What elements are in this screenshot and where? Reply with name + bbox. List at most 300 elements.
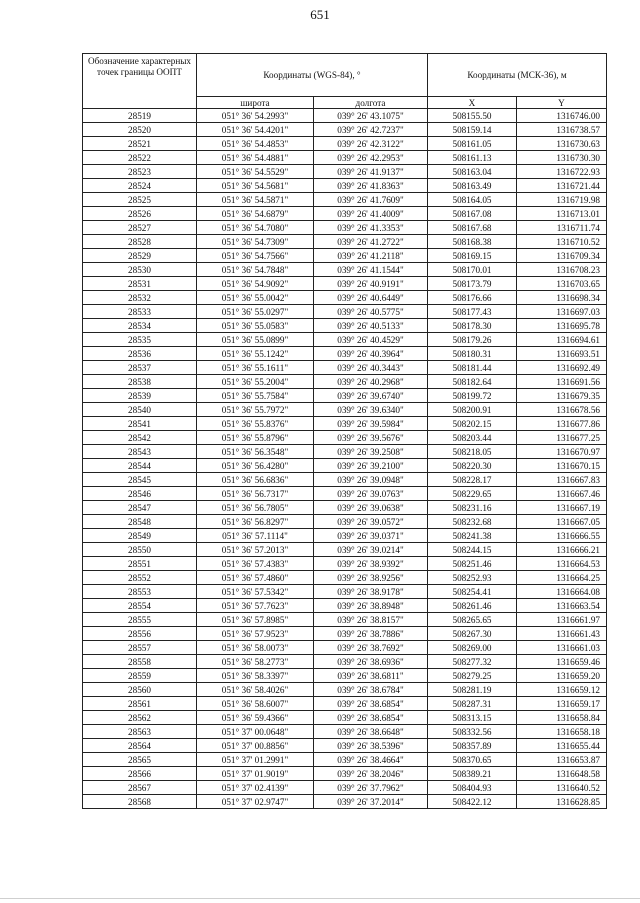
y-cell: 1316659.12 (517, 683, 607, 697)
table-row (83, 739, 607, 753)
point-id-cell: 28523 (83, 165, 197, 179)
y-cell: 1316691.56 (517, 375, 607, 389)
y-cell: 1316664.53 (517, 557, 607, 571)
longitude-cell: 039° 26' 38.6854" (314, 711, 428, 725)
point-id-cell: 28552 (83, 571, 197, 585)
longitude-cell: 039° 26' 43.1075" (314, 109, 428, 123)
y-cell: 1316667.19 (517, 501, 607, 515)
latitude-cell: 051° 37' 02.4139" (197, 781, 314, 795)
longitude-cell: 039° 26' 41.2118" (314, 249, 428, 263)
y-cell: 1316670.15 (517, 459, 607, 473)
table-row (83, 781, 607, 795)
table-row (83, 585, 607, 599)
latitude-cell: 051° 36' 57.9523" (197, 627, 314, 641)
latitude-cell: 051° 36' 56.4280" (197, 459, 314, 473)
table-row (83, 291, 607, 305)
table-row (83, 473, 607, 487)
point-id-cell: 28560 (83, 683, 197, 697)
point-id-cell: 28568 (83, 795, 197, 809)
point-id-cell: 28519 (83, 109, 197, 123)
y-cell: 1316653.87 (517, 753, 607, 767)
latitude-cell: 051° 36' 57.2013" (197, 543, 314, 557)
x-cell: 508164.05 (428, 193, 517, 207)
x-cell: 508389.21 (428, 767, 517, 781)
longitude-cell: 039° 26' 38.9256" (314, 571, 428, 585)
table-row (83, 333, 607, 347)
longitude-cell: 039° 26' 41.8363" (314, 179, 428, 193)
y-cell: 1316738.57 (517, 123, 607, 137)
x-cell: 508244.15 (428, 543, 517, 557)
table-row (83, 641, 607, 655)
y-cell: 1316722.93 (517, 165, 607, 179)
point-id-cell: 28537 (83, 361, 197, 375)
point-id-cell: 28521 (83, 137, 197, 151)
table-row (83, 193, 607, 207)
x-cell: 508232.68 (428, 515, 517, 529)
longitude-cell: 039° 26' 40.4529" (314, 333, 428, 347)
x-cell: 508170.01 (428, 263, 517, 277)
longitude-cell: 039° 26' 38.6936" (314, 655, 428, 669)
table-row (83, 305, 607, 319)
y-cell: 1316667.83 (517, 473, 607, 487)
point-id-cell: 28532 (83, 291, 197, 305)
longitude-cell: 039° 26' 38.8948" (314, 599, 428, 613)
y-cell: 1316703.65 (517, 277, 607, 291)
x-cell: 508218.05 (428, 445, 517, 459)
table-row (83, 571, 607, 585)
table-row (83, 599, 607, 613)
x-cell: 508251.46 (428, 557, 517, 571)
y-cell: 1316711.74 (517, 221, 607, 235)
latitude-cell: 051° 36' 54.5529" (197, 165, 314, 179)
latitude-cell: 051° 36' 55.7972" (197, 403, 314, 417)
x-cell: 508229.65 (428, 487, 517, 501)
table-row (83, 487, 607, 501)
x-cell: 508228.17 (428, 473, 517, 487)
longitude-cell: 039° 26' 40.9191" (314, 277, 428, 291)
y-cell: 1316694.61 (517, 333, 607, 347)
table-row (83, 263, 607, 277)
latitude-cell: 051° 36' 57.7623" (197, 599, 314, 613)
y-cell: 1316640.52 (517, 781, 607, 795)
longitude-cell: 039° 26' 38.7886" (314, 627, 428, 641)
latitude-cell: 051° 36' 57.4860" (197, 571, 314, 585)
longitude-cell: 039° 26' 40.6449" (314, 291, 428, 305)
latitude-cell: 051° 36' 54.7309" (197, 235, 314, 249)
table-row (83, 697, 607, 711)
point-id-cell: 28561 (83, 697, 197, 711)
table-row (83, 613, 607, 627)
point-id-cell: 28522 (83, 151, 197, 165)
y-cell: 1316670.97 (517, 445, 607, 459)
latitude-cell: 051° 36' 58.4026" (197, 683, 314, 697)
table-row (83, 501, 607, 515)
x-cell: 508178.30 (428, 319, 517, 333)
longitude-cell: 039° 26' 39.5984" (314, 417, 428, 431)
table-row (83, 417, 607, 431)
x-cell: 508159.14 (428, 123, 517, 137)
header-points: Обозначение характерных точек границы ООПТ (83, 54, 197, 109)
y-cell: 1316695.78 (517, 319, 607, 333)
point-id-cell: 28543 (83, 445, 197, 459)
point-id-cell: 28539 (83, 389, 197, 403)
latitude-cell: 051° 36' 54.9092" (197, 277, 314, 291)
point-id-cell: 28567 (83, 781, 197, 795)
longitude-cell: 039° 26' 38.6648" (314, 725, 428, 739)
point-id-cell: 28554 (83, 599, 197, 613)
point-id-cell: 28527 (83, 221, 197, 235)
latitude-cell: 051° 36' 55.7584" (197, 389, 314, 403)
x-cell: 508254.41 (428, 585, 517, 599)
y-cell: 1316659.17 (517, 697, 607, 711)
point-id-cell: 28533 (83, 305, 197, 319)
table-body (83, 109, 607, 809)
point-id-cell: 28541 (83, 417, 197, 431)
x-cell: 508163.04 (428, 165, 517, 179)
longitude-cell: 039° 26' 37.2014" (314, 795, 428, 809)
x-cell: 508231.16 (428, 501, 517, 515)
latitude-cell: 051° 36' 56.6836" (197, 473, 314, 487)
x-cell: 508370.65 (428, 753, 517, 767)
y-cell: 1316677.25 (517, 431, 607, 445)
x-cell: 508404.93 (428, 781, 517, 795)
longitude-cell: 039° 26' 38.9392" (314, 557, 428, 571)
y-cell: 1316648.58 (517, 767, 607, 781)
latitude-cell: 051° 36' 58.6007" (197, 697, 314, 711)
point-id-cell: 28563 (83, 725, 197, 739)
x-cell: 508422.12 (428, 795, 517, 809)
point-id-cell: 28550 (83, 543, 197, 557)
longitude-cell: 039° 26' 40.5775" (314, 305, 428, 319)
y-cell: 1316664.25 (517, 571, 607, 585)
point-id-cell: 28545 (83, 473, 197, 487)
y-cell: 1316661.03 (517, 641, 607, 655)
table-row (83, 683, 607, 697)
table-row (83, 445, 607, 459)
point-id-cell: 28556 (83, 627, 197, 641)
latitude-cell: 051° 36' 55.1242" (197, 347, 314, 361)
longitude-cell: 039° 26' 40.5133" (314, 319, 428, 333)
point-id-cell: 28559 (83, 669, 197, 683)
y-cell: 1316709.34 (517, 249, 607, 263)
longitude-cell: 039° 26' 41.4009" (314, 207, 428, 221)
table-row (83, 431, 607, 445)
longitude-cell: 039° 26' 39.5676" (314, 431, 428, 445)
y-cell: 1316713.01 (517, 207, 607, 221)
x-cell: 508163.49 (428, 179, 517, 193)
longitude-cell: 039° 26' 42.2953" (314, 151, 428, 165)
table-row (83, 543, 607, 557)
longitude-cell: 039° 26' 38.9178" (314, 585, 428, 599)
y-cell: 1316664.08 (517, 585, 607, 599)
y-cell: 1316666.21 (517, 543, 607, 557)
table-row (83, 179, 607, 193)
longitude-cell: 039° 26' 42.7237" (314, 123, 428, 137)
x-cell: 508281.19 (428, 683, 517, 697)
latitude-cell: 051° 36' 55.1611" (197, 361, 314, 375)
latitude-cell: 051° 36' 54.4853" (197, 137, 314, 151)
table-row (83, 207, 607, 221)
y-cell: 1316661.43 (517, 627, 607, 641)
table-row (83, 515, 607, 529)
x-cell: 508277.32 (428, 655, 517, 669)
point-id-cell: 28542 (83, 431, 197, 445)
table-row (83, 529, 607, 543)
header-msk36: Координаты (МСК-36), м (428, 54, 607, 97)
page-number: 651 (310, 7, 330, 22)
x-cell: 508220.30 (428, 459, 517, 473)
latitude-cell: 051° 36' 54.5871" (197, 193, 314, 207)
y-cell: 1316666.55 (517, 529, 607, 543)
longitude-cell: 039° 26' 41.1544" (314, 263, 428, 277)
latitude-cell: 051° 36' 55.2004" (197, 375, 314, 389)
x-cell: 508199.72 (428, 389, 517, 403)
y-cell: 1316658.18 (517, 725, 607, 739)
latitude-cell: 051° 36' 54.2993" (197, 109, 314, 123)
x-cell: 508176.66 (428, 291, 517, 305)
table-row (83, 361, 607, 375)
table-row (83, 557, 607, 571)
x-cell: 508161.05 (428, 137, 517, 151)
table-row (83, 725, 607, 739)
x-cell: 508241.38 (428, 529, 517, 543)
longitude-cell: 039° 26' 39.6340" (314, 403, 428, 417)
latitude-cell: 051° 36' 57.1114" (197, 529, 314, 543)
point-id-cell: 28534 (83, 319, 197, 333)
header-longitude: долгота (314, 97, 428, 109)
longitude-cell: 039° 26' 42.3122" (314, 137, 428, 151)
point-id-cell: 28558 (83, 655, 197, 669)
point-id-cell: 28564 (83, 739, 197, 753)
table-row (83, 137, 607, 151)
point-id-cell: 28538 (83, 375, 197, 389)
x-cell: 508202.15 (428, 417, 517, 431)
longitude-cell: 039° 26' 39.0763" (314, 487, 428, 501)
latitude-cell: 051° 36' 55.0899" (197, 333, 314, 347)
table-row (83, 753, 607, 767)
y-cell: 1316730.63 (517, 137, 607, 151)
table-row (83, 235, 607, 249)
x-cell: 508168.38 (428, 235, 517, 249)
x-cell: 508177.43 (428, 305, 517, 319)
x-cell: 508169.15 (428, 249, 517, 263)
table-row (83, 277, 607, 291)
latitude-cell: 051° 37' 01.2991" (197, 753, 314, 767)
longitude-cell: 039° 26' 39.2508" (314, 445, 428, 459)
longitude-cell: 039° 26' 37.7962" (314, 781, 428, 795)
latitude-cell: 051° 36' 56.3548" (197, 445, 314, 459)
longitude-cell: 039° 26' 38.6784" (314, 683, 428, 697)
longitude-cell: 039° 26' 38.7692" (314, 641, 428, 655)
point-id-cell: 28546 (83, 487, 197, 501)
x-cell: 508279.25 (428, 669, 517, 683)
y-cell: 1316710.52 (517, 235, 607, 249)
latitude-cell: 051° 36' 55.0042" (197, 291, 314, 305)
y-cell: 1316698.34 (517, 291, 607, 305)
y-cell: 1316692.49 (517, 361, 607, 375)
latitude-cell: 051° 37' 01.9019" (197, 767, 314, 781)
latitude-cell: 051° 36' 54.7566" (197, 249, 314, 263)
table-row (83, 389, 607, 403)
point-id-cell: 28565 (83, 753, 197, 767)
point-id-cell: 28526 (83, 207, 197, 221)
longitude-cell: 039° 26' 41.3353" (314, 221, 428, 235)
latitude-cell: 051° 37' 00.0648" (197, 725, 314, 739)
latitude-cell: 051° 37' 02.9747" (197, 795, 314, 809)
latitude-cell: 051° 36' 56.7317" (197, 487, 314, 501)
longitude-cell: 039° 26' 38.4664" (314, 753, 428, 767)
longitude-cell: 039° 26' 39.0948" (314, 473, 428, 487)
table-row (83, 795, 607, 809)
latitude-cell: 051° 36' 57.5342" (197, 585, 314, 599)
header-wgs84: Координаты (WGS-84), ° (197, 54, 428, 97)
latitude-cell: 051° 36' 58.2773" (197, 655, 314, 669)
latitude-cell: 051° 36' 58.0073" (197, 641, 314, 655)
longitude-cell: 039° 26' 39.0572" (314, 515, 428, 529)
page-bottom-edge (0, 898, 640, 899)
table-row (83, 655, 607, 669)
y-cell: 1316746.00 (517, 109, 607, 123)
latitude-cell: 051° 36' 54.5681" (197, 179, 314, 193)
point-id-cell: 28551 (83, 557, 197, 571)
longitude-cell: 039° 26' 38.2046" (314, 767, 428, 781)
table-row (83, 151, 607, 165)
point-id-cell: 28562 (83, 711, 197, 725)
x-cell: 508173.79 (428, 277, 517, 291)
point-id-cell: 28531 (83, 277, 197, 291)
header-latitude: широта (197, 97, 314, 109)
longitude-cell: 039° 26' 41.2722" (314, 235, 428, 249)
table-row (83, 249, 607, 263)
y-cell: 1316708.23 (517, 263, 607, 277)
point-id-cell: 28555 (83, 613, 197, 627)
longitude-cell: 039° 26' 39.0371" (314, 529, 428, 543)
latitude-cell: 051° 36' 58.3397" (197, 669, 314, 683)
table-row (83, 221, 607, 235)
x-cell: 508287.31 (428, 697, 517, 711)
longitude-cell: 039° 26' 41.9137" (314, 165, 428, 179)
table-row (83, 627, 607, 641)
y-cell: 1316667.05 (517, 515, 607, 529)
longitude-cell: 039° 26' 38.6854" (314, 697, 428, 711)
y-cell: 1316661.97 (517, 613, 607, 627)
latitude-cell: 051° 36' 55.8376" (197, 417, 314, 431)
x-cell: 508182.64 (428, 375, 517, 389)
coordinates-table (82, 53, 607, 809)
latitude-cell: 051° 36' 56.7805" (197, 501, 314, 515)
latitude-cell: 051° 36' 54.7080" (197, 221, 314, 235)
x-cell: 508203.44 (428, 431, 517, 445)
y-cell: 1316655.44 (517, 739, 607, 753)
y-cell: 1316663.54 (517, 599, 607, 613)
longitude-cell: 039° 26' 39.0638" (314, 501, 428, 515)
point-id-cell: 28547 (83, 501, 197, 515)
point-id-cell: 28540 (83, 403, 197, 417)
latitude-cell: 051° 36' 54.4201" (197, 123, 314, 137)
x-cell: 508252.93 (428, 571, 517, 585)
latitude-cell: 051° 36' 56.8297" (197, 515, 314, 529)
x-cell: 508200.91 (428, 403, 517, 417)
longitude-cell: 039° 26' 40.2968" (314, 375, 428, 389)
latitude-cell: 051° 36' 55.8796" (197, 431, 314, 445)
y-cell: 1316659.20 (517, 669, 607, 683)
x-cell: 508332.56 (428, 725, 517, 739)
y-cell: 1316693.51 (517, 347, 607, 361)
point-id-cell: 28548 (83, 515, 197, 529)
point-id-cell: 28525 (83, 193, 197, 207)
point-id-cell: 28549 (83, 529, 197, 543)
table-row (83, 165, 607, 179)
y-cell: 1316667.46 (517, 487, 607, 501)
table-row (83, 459, 607, 473)
y-cell: 1316719.98 (517, 193, 607, 207)
table-row (83, 711, 607, 725)
y-cell: 1316678.56 (517, 403, 607, 417)
longitude-cell: 039° 26' 38.6811" (314, 669, 428, 683)
x-cell: 508167.08 (428, 207, 517, 221)
point-id-cell: 28530 (83, 263, 197, 277)
longitude-cell: 039° 26' 38.8157" (314, 613, 428, 627)
point-id-cell: 28524 (83, 179, 197, 193)
y-cell: 1316628.85 (517, 795, 607, 809)
latitude-cell: 051° 37' 00.8856" (197, 739, 314, 753)
x-cell: 508179.26 (428, 333, 517, 347)
x-cell: 508265.65 (428, 613, 517, 627)
point-id-cell: 28566 (83, 767, 197, 781)
longitude-cell: 039° 26' 40.3443" (314, 361, 428, 375)
latitude-cell: 051° 36' 57.8985" (197, 613, 314, 627)
point-id-cell: 28544 (83, 459, 197, 473)
point-id-cell: 28529 (83, 249, 197, 263)
x-cell: 508155.50 (428, 109, 517, 123)
latitude-cell: 051° 36' 55.0583" (197, 319, 314, 333)
longitude-cell: 039° 26' 41.7609" (314, 193, 428, 207)
latitude-cell: 051° 36' 55.0297" (197, 305, 314, 319)
x-cell: 508313.15 (428, 711, 517, 725)
longitude-cell: 039° 26' 39.2100" (314, 459, 428, 473)
y-cell: 1316730.30 (517, 151, 607, 165)
point-id-cell: 28536 (83, 347, 197, 361)
point-id-cell: 28535 (83, 333, 197, 347)
x-cell: 508161.13 (428, 151, 517, 165)
point-id-cell: 28520 (83, 123, 197, 137)
longitude-cell: 039° 26' 38.5396" (314, 739, 428, 753)
y-cell: 1316677.86 (517, 417, 607, 431)
x-cell: 508261.46 (428, 599, 517, 613)
point-id-cell: 28557 (83, 641, 197, 655)
y-cell: 1316659.46 (517, 655, 607, 669)
point-id-cell: 28553 (83, 585, 197, 599)
latitude-cell: 051° 36' 54.6879" (197, 207, 314, 221)
latitude-cell: 051° 36' 57.4383" (197, 557, 314, 571)
table-row (83, 375, 607, 389)
x-cell: 508180.31 (428, 347, 517, 361)
x-cell: 508167.68 (428, 221, 517, 235)
latitude-cell: 051° 36' 59.4366" (197, 711, 314, 725)
y-cell: 1316679.35 (517, 389, 607, 403)
table-row (83, 109, 607, 123)
y-cell: 1316697.03 (517, 305, 607, 319)
table-row (83, 403, 607, 417)
longitude-cell: 039° 26' 40.3964" (314, 347, 428, 361)
table-row (83, 767, 607, 781)
table-row (83, 319, 607, 333)
point-id-cell: 28528 (83, 235, 197, 249)
x-cell: 508269.00 (428, 641, 517, 655)
x-cell: 508267.30 (428, 627, 517, 641)
table-row (83, 669, 607, 683)
table-row (83, 123, 607, 137)
